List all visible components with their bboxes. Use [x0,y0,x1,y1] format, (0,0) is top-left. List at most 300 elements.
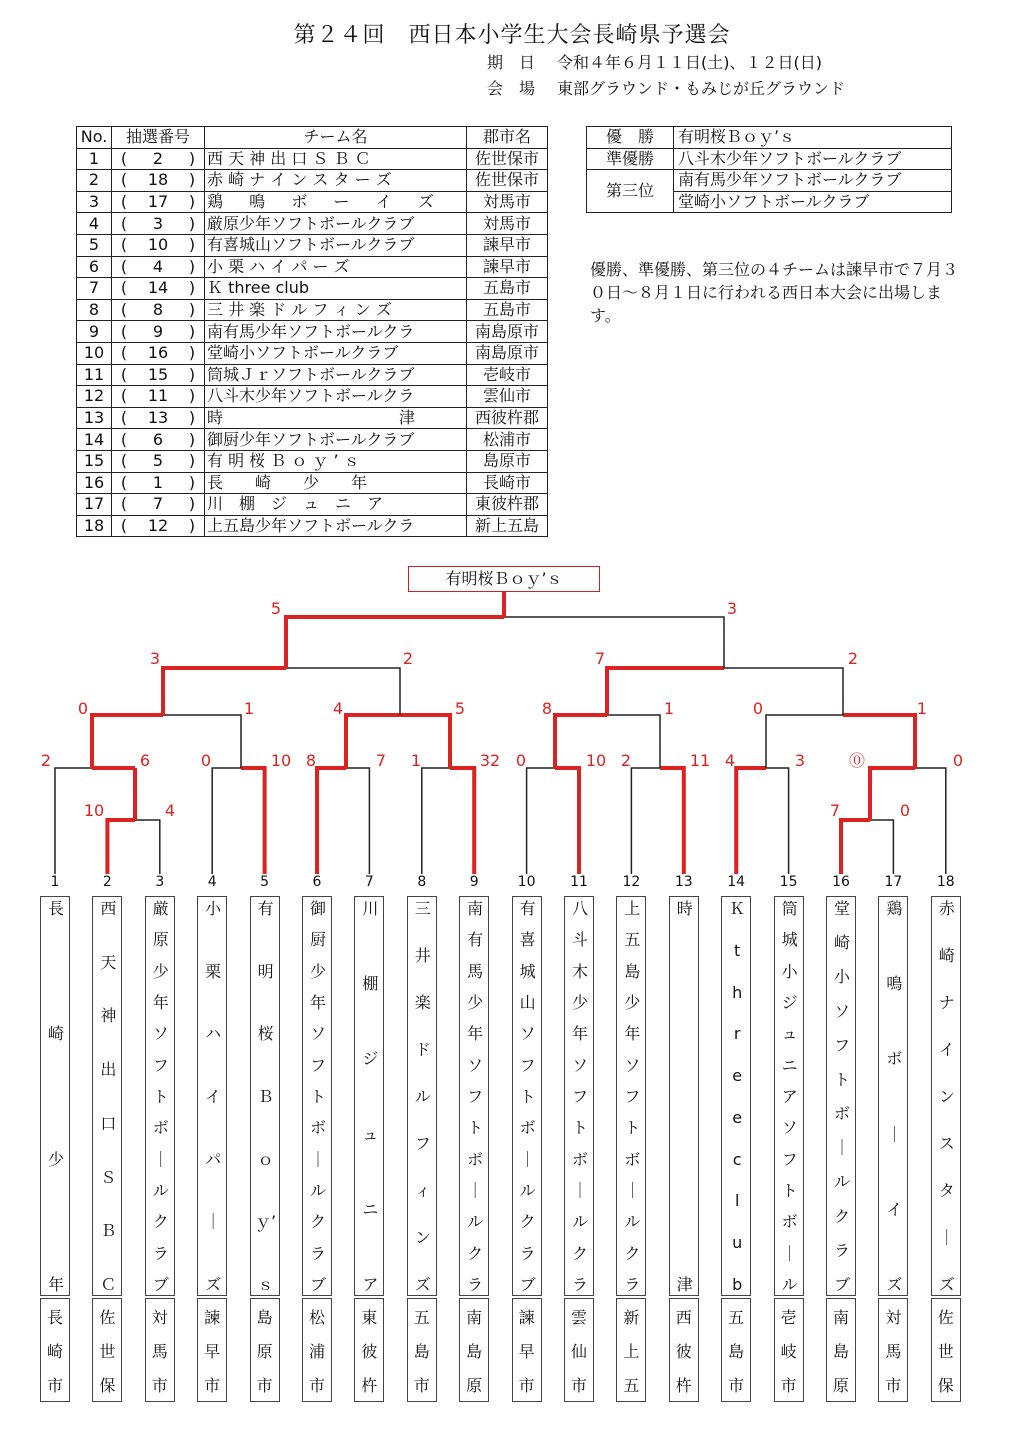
slot-city-char: 市 [570,1375,587,1395]
draw-number: 18 [147,170,169,190]
slot-number: 16 [832,874,850,890]
slot-team-text [827,901,857,1293]
slot-city [145,1298,175,1402]
slot-char: 八 [571,899,588,918]
slot-team-name [721,896,751,1296]
draw-number: 14 [147,278,169,298]
slot-char: ハ [205,1024,222,1044]
bracket-line [870,820,893,874]
slot-char: フ [414,1134,431,1153]
slot-team-text [513,901,543,1293]
slot-team-text [251,901,281,1293]
slot-team-text [303,901,333,1293]
row-team: 赤 崎 ナ イ ン ス タ ー ズ [205,170,467,192]
slot-char: ス [938,1134,955,1153]
score-label: 10 [270,751,292,770]
slot-city-char: 市 [204,1375,221,1395]
paren-open: ( [120,451,128,471]
slot-city [354,1298,384,1402]
slot-char: ル [624,1212,641,1232]
slot-char: 少 [571,992,588,1012]
slot-city-char: 早 [518,1341,535,1361]
slot-char: ソ [467,1055,484,1075]
bracket-line-winner [107,820,135,874]
slot-char: 小 [205,899,222,918]
draw-number: 7 [152,494,164,514]
slot-city-char: 杵 [675,1375,692,1395]
score-label: 0 [200,751,212,770]
slot-team-name [774,896,804,1296]
slot-number: 12 [622,874,641,890]
row-no: 9 [77,321,112,343]
bracket-line-winner [317,768,346,874]
score-label: 0 [899,801,911,820]
draw-number: 8 [152,300,164,320]
slot-team-name [302,896,332,1296]
slot-char: t [734,940,741,960]
slot-char: 筒 [781,899,798,918]
slot-team-text [198,901,228,1293]
slot-char: 鶏 [886,899,903,918]
slot-char: Ｓ [100,1167,117,1187]
slot-char: 年 [624,1024,641,1044]
bracket-line [724,668,843,715]
paren-open: ( [120,472,128,492]
slot-char: ト [781,1180,798,1200]
slot-char: 天 [100,952,117,972]
slot-city-char: 馬 [885,1341,902,1361]
paren-close: ) [188,235,196,255]
slot-city [774,1298,804,1402]
row-city: 壱岐市 [467,364,548,386]
slot-city-char: 佐 [937,1307,954,1327]
slot-char: ｏ [257,1149,274,1169]
draw-number: 2 [152,148,164,168]
slot-char: ｓ [257,1274,274,1294]
bracket-line [915,768,946,874]
slot-city-char: 諫 [204,1307,221,1327]
score-label: 4 [332,699,344,718]
slot-char: ク [309,1212,326,1232]
slot-char: 少 [467,992,484,1012]
slot-city [459,1298,489,1402]
slot-char: 堂 [833,899,850,918]
slot-char: Ｋ [729,899,746,918]
paren-open: ( [120,148,128,168]
paren-open: ( [120,256,128,276]
row-team: 長 崎 少 年 [205,472,467,494]
bracket-line [422,768,450,874]
row-no: 2 [77,170,112,192]
paren-close: ) [188,472,196,492]
slot-char: ボ [886,1049,903,1069]
slot-city [407,1298,437,1402]
slot-char: ブ [519,1274,536,1294]
slot-char: ル [571,1212,588,1232]
slot-char: ク [152,1212,169,1232]
slot-char: ｜ [467,1180,484,1200]
draw-number: 5 [152,451,164,471]
slot-char: 楽 [414,993,431,1012]
draw-number: 4 [152,256,164,276]
row-no: 8 [77,299,112,321]
slot-city-char: 西 [675,1307,692,1327]
slot-char: 少 [624,992,641,1012]
slot-city-char: 市 [256,1375,273,1395]
score-label: ⓪ [848,751,866,770]
slot-char: ボ [781,1212,798,1232]
slot-char: 有 [467,930,484,950]
bracket-line-winner [241,768,265,874]
slot-char: ト [309,1086,326,1106]
row-city: 島原市 [467,450,548,472]
slot-team-name [407,896,437,1296]
slot-char: ラ [467,1274,484,1294]
row-city: 南島原市 [467,342,548,364]
row-team: 川 棚 ジ ュ ニ ア [205,494,467,516]
slot-char: ｜ [152,1149,169,1169]
slot-team-name [931,896,961,1296]
slot-city-char: 南 [466,1307,483,1327]
slot-char: ニ [362,1199,379,1219]
slot-team-name [669,896,699,1296]
slot-city [92,1298,122,1402]
slot-char: ボ [309,1118,326,1138]
slot-char: ソ [152,1024,169,1044]
score-label: 2 [402,649,414,668]
bracket-line [504,617,724,668]
slot-city-char: 島 [466,1341,483,1361]
slot-char: ソ [833,1001,850,1021]
slot-char: ィ [414,1181,431,1200]
slot-team-text [41,901,71,1293]
slot-char: 木 [571,961,588,981]
slot-char: 赤 [938,899,955,918]
slot-city-char: 市 [780,1375,797,1395]
row-team: 南有馬少年ソフトボールクラ [205,321,467,343]
paren-open: ( [120,192,128,212]
slot-char: 小 [833,967,850,987]
draw-number: 6 [152,429,164,449]
row-no: 10 [77,342,112,364]
result-rank: 優 勝 [587,127,674,149]
slot-char: フ [519,1055,536,1075]
slot-city [302,1298,332,1402]
slot-number: 17 [884,874,903,890]
slot-char: フ [571,1086,588,1106]
paren-open: ( [120,235,128,255]
slot-char: ル [467,1212,484,1232]
slot-team-name [826,896,856,1296]
slot-char: 栗 [205,961,222,981]
col-draw: 抽選番号 [112,127,205,149]
slot-char: ラ [519,1243,536,1263]
page-title: 第２４回 西日本小学生大会長崎県予選会 [293,23,731,48]
row-city: 長崎市 [467,472,548,494]
paren-open: ( [120,278,128,298]
slot-char: ｜ [519,1149,536,1169]
slot-number: 14 [727,874,746,890]
slot-char: ク [519,1212,536,1232]
slot-city [826,1298,856,1402]
slot-team-name [92,896,122,1296]
paren-open: ( [120,170,128,190]
slot-char: ソ [781,1118,798,1138]
col-team: チーム名 [205,127,467,149]
slot-city-char: 岐 [780,1341,797,1361]
slot-char: l [734,1191,740,1211]
slot-city-char: 崎 [46,1341,63,1361]
slot-city-char: 新 [623,1307,640,1327]
row-city: 諫早市 [467,256,548,278]
bracket-line-winner [346,715,400,768]
slot-char: ク [467,1243,484,1263]
venue-label: 会 場 [487,79,536,98]
date-value: 令和４年６月１１日(土)、１２日(日) [557,53,822,72]
col-city: 郡市名 [467,127,548,149]
row-no: 17 [77,494,112,516]
slot-char: ソ [624,1055,641,1075]
slot-char: イ [886,1199,903,1219]
slot-char: パ [205,1149,222,1169]
row-no: 15 [77,450,112,472]
slot-city-char: 市 [308,1375,325,1395]
draw-number: 11 [147,386,169,406]
slot-char: ト [571,1118,588,1138]
score-label: 0 [752,699,764,718]
row-team: 小 栗 ハ イ パ ー ズ [205,256,467,278]
slot-char: Ｂ [257,1086,274,1106]
score-label: 0 [515,751,527,770]
slot-city-char: 原 [466,1375,483,1395]
row-team: 有 明 桜 Ｂ ｏ ｙ ’ ｓ [205,450,467,472]
slot-char: ｜ [886,1124,903,1144]
slot-city-char: 市 [518,1375,535,1395]
slot-char: ソ [519,1024,536,1044]
paren-close: ) [188,300,196,320]
slot-char: ル [781,1274,798,1294]
row-no: 13 [77,407,112,429]
row-city: 東彼杵郡 [467,494,548,516]
row-city: 南島原市 [467,321,548,343]
paren-open: ( [120,364,128,384]
paren-open: ( [120,429,128,449]
slot-city-char: 島 [728,1341,745,1361]
row-no: 18 [77,515,112,537]
slot-number: 15 [779,874,798,890]
slot-char: ア [781,1086,798,1106]
slot-char: ジ [781,992,798,1012]
slot-city-char: 早 [204,1341,221,1361]
draw-number: 10 [147,235,169,255]
bracket-line-winner [841,820,870,874]
slot-char: 年 [152,992,169,1012]
champion-box: 有明桜Ｂｏｙ’ｓ [408,566,600,592]
slot-char: u [732,1233,743,1253]
slot-number: 1 [50,874,60,890]
bracket-line-winner [555,768,579,874]
bracket-line [631,768,660,874]
bracket-line-winner [286,617,504,668]
slot-city [564,1298,594,1402]
slot-char: ル [519,1180,536,1200]
score-label: 6 [139,751,151,770]
row-team: 上五島少年ソフトボールクラ [205,515,467,537]
paren-close: ) [188,429,196,449]
score-label: 7 [375,751,387,770]
slot-char: ル [414,1087,431,1106]
bracket-line-winner [163,668,286,715]
slot-team-text [932,901,962,1293]
slot-team-text [146,901,176,1293]
score-label: 0 [77,699,89,718]
slot-city-char: 市 [413,1375,430,1395]
slot-char: 時 [676,899,693,918]
slot-char: ト [152,1086,169,1106]
slot-city-char: 壱 [780,1307,797,1327]
slot-char: 城 [519,961,536,981]
bracket-line-winner [92,715,163,768]
slot-char: ｜ [938,1228,955,1247]
slot-city-char: 五 [623,1375,640,1395]
slot-city-char: 杵 [361,1375,378,1395]
slot-char: 崎 [833,933,850,953]
slot-char: ア [362,1274,379,1294]
row-no: 16 [77,472,112,494]
slot-char: ボ [519,1118,536,1138]
slot-char: b [732,1274,743,1294]
slot-city-char: 佐 [99,1307,116,1327]
slot-char: ク [571,1243,588,1263]
slot-char: ラ [833,1240,850,1260]
score-label: 7 [829,801,841,820]
slot-char: フ [833,1035,850,1055]
row-no: 14 [77,429,112,451]
row-no: 11 [77,364,112,386]
score-label: 10 [83,801,105,820]
slot-char: イ [205,1086,222,1106]
slot-char: フ [624,1086,641,1106]
slot-team-name [145,896,175,1296]
bracket-line-winner [736,768,766,874]
slot-char: ソ [571,1055,588,1075]
slot-number: 8 [417,874,427,890]
paren-open: ( [120,321,128,341]
slot-char: ド [414,1040,431,1059]
row-team: 鶏 鳴 ボ ー イ ズ [205,191,467,213]
slot-char: フ [781,1149,798,1169]
slot-team-text [617,901,647,1293]
slot-char: ｜ [205,1212,222,1232]
paren-close: ) [188,192,196,212]
slot-team-text [565,901,595,1293]
slot-char: ル [309,1180,326,1200]
result-team: 堂崎小ソフトボールクラブ [674,191,952,213]
slot-char: 西 [100,899,117,918]
slot-char: 斗 [571,930,588,950]
row-city: 西彼杵郡 [467,407,548,429]
score-label: 2 [40,751,52,770]
slot-city [616,1298,646,1402]
slot-char: ボ [624,1149,641,1169]
row-city: 五島市 [467,278,548,300]
slot-char: 崎 [938,946,955,965]
slot-char: ｜ [781,1243,798,1263]
slot-char: イ [938,1040,955,1059]
slot-city-char: 島 [256,1307,273,1327]
slot-char: 明 [257,961,274,981]
slot-number: 11 [570,874,588,890]
slot-char: 島 [624,961,641,981]
notice-text: 優勝、準優勝、第三位の４チームは諫早市で７月３０日～８月１日に行われる西日本大会に出場します。 [590,260,959,325]
slot-char: 棚 [362,974,379,994]
slot-char: c [732,1149,742,1169]
slot-char: 少 [47,1149,64,1169]
bracket-line-winner [660,768,684,874]
slot-char: ル [833,1172,850,1192]
score-label: 5 [270,599,282,618]
slot-char: ブ [833,1274,850,1294]
row-no: 4 [77,213,112,235]
slot-char: ニ [781,1055,798,1075]
slot-city-char: 島 [832,1341,849,1361]
slot-char: ュ [781,1024,798,1044]
row-no: 5 [77,234,112,256]
slot-team-text [670,901,700,1293]
slot-char: ト [833,1069,850,1089]
score-label: 10 [585,751,607,770]
slot-team-name [459,896,489,1296]
bracket-line [766,768,789,874]
slot-char: e [732,1066,743,1086]
slot-number: 13 [674,874,693,890]
slot-char: 口 [100,1113,117,1133]
slot-team-text [879,901,909,1293]
slot-char: ト [519,1086,536,1106]
score-label: 2 [620,751,632,770]
slot-number: 5 [260,874,270,890]
slot-city-char: 仙 [570,1341,587,1361]
slot-char: 喜 [519,930,536,950]
slot-city-char: 馬 [151,1341,168,1361]
paren-close: ) [188,256,196,276]
slot-char: 川 [362,899,379,918]
slot-char: r [733,1024,741,1044]
slot-char: 山 [519,992,536,1012]
slot-char: ブ [152,1274,169,1294]
slot-char: ボ [152,1118,169,1138]
slot-city-char: 世 [99,1341,116,1361]
slot-char: ボ [571,1149,588,1169]
row-team: 西 天 神 出 口 Ｓ Ｂ Ｃ [205,148,467,170]
slot-team-name [250,896,280,1296]
slot-number: 9 [469,874,479,890]
row-no: 7 [77,278,112,300]
row-city: 五島市 [467,299,548,321]
slot-char: ソ [309,1024,326,1044]
slot-city-char: 五 [728,1307,745,1327]
slot-char: Ｂ [100,1221,117,1241]
score-label: 3 [149,649,161,668]
slot-team-name [40,896,70,1296]
row-city: 佐世保市 [467,170,548,192]
slot-char: 鳴 [886,974,903,994]
slot-char: ン [938,1087,955,1106]
slot-city-char: 対 [151,1307,168,1327]
paren-close: ) [188,494,196,514]
slot-char: 年 [47,1274,64,1294]
paren-close: ) [188,408,196,428]
